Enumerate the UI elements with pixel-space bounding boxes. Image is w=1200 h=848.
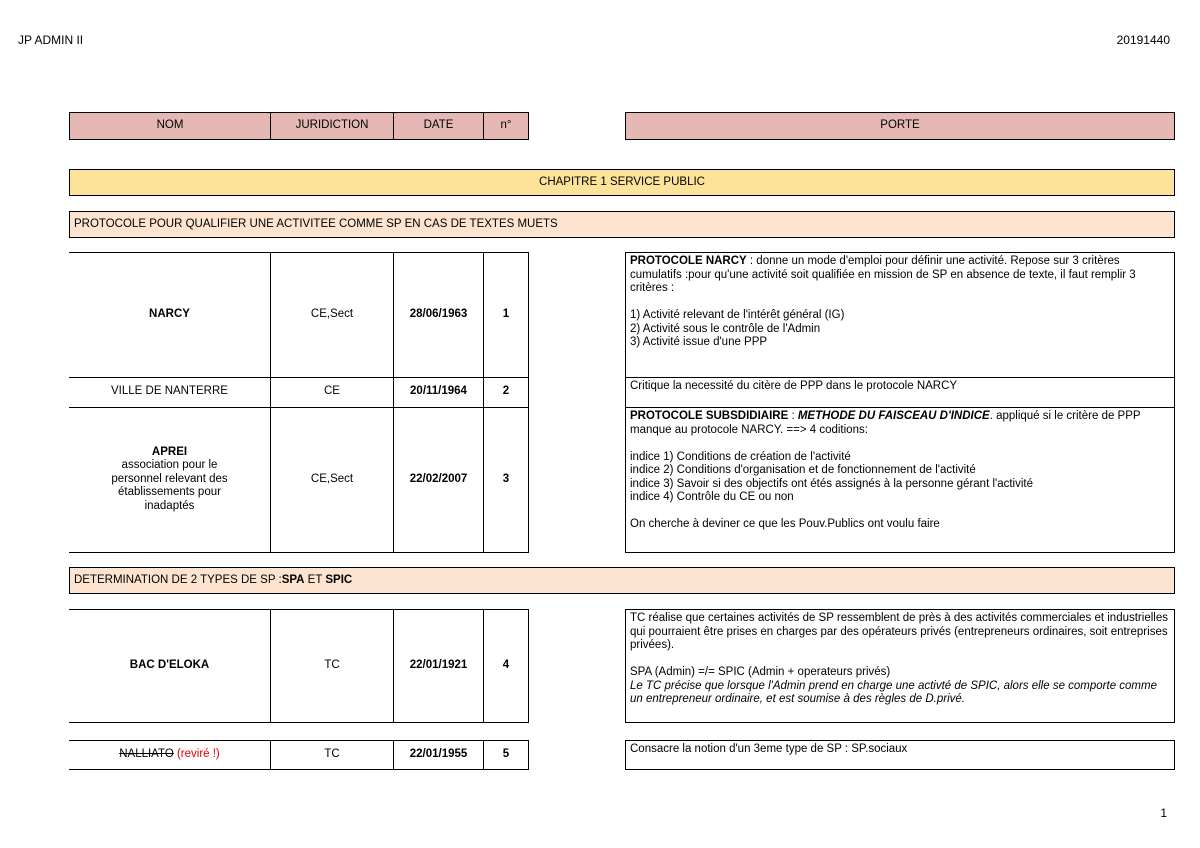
porte-list-item: 2) Activité sous le contrôle de l'Admin [630, 322, 821, 335]
case-name: BAC D'ELOKA [129, 658, 210, 671]
case-number: 5 [502, 747, 510, 760]
case-name: NARCY [149, 307, 190, 320]
case-date: 22/01/1955 [409, 747, 468, 760]
porte-intro: : donne un mode d'emploi pour définir une activité. Repose sur 3 critères cumulatifs :pour qu'une activité soit qualifiée en mission de SP en absence de texte, il faut remplir 3 critères : [630, 255, 1136, 294]
porte-bold-title: PROTOCOLE SUBSDIDIAIRE [630, 410, 789, 422]
section-heading-protocole: PROTOCOLE POUR QUALIFIER UNE ACTIVITEE COMME SP EN CAS DE TEXTES MUETS [69, 211, 1175, 238]
case-name-block [69, 740, 270, 769]
case-juridiction: TC [324, 747, 340, 760]
header-num: n° [483, 112, 529, 140]
case-juridiction: CE [324, 385, 340, 398]
header-porte: PORTE [625, 112, 1175, 140]
case-name: NALLIATO [119, 747, 174, 760]
porte-line: SPA (Admin) =/= SPIC (Admin + operateurs privés) [630, 666, 891, 678]
porte-list-item: indice 3) Savoir si des objectifs ont étés assignés à la personne gérant l'activité [630, 477, 1033, 490]
case-name-block [69, 407, 270, 552]
porte-text: TC réalise que certaines activités de SP ressemblent de près à des activités commerciales et industrielles qui pourraient être prises en charges par des opérateurs privés (entrepreneurs ordinaires, soit entreprises privées). [630, 612, 1168, 651]
case-juridiction: TC [324, 658, 340, 671]
section-heading-spic: SPIC [325, 573, 353, 586]
header-nom: NOM [69, 112, 271, 140]
case-name: VILLE DE NANTERRE [111, 385, 228, 398]
case-juridiction: CE,Sect [310, 307, 354, 320]
chapter-banner: CHAPITRE 1 SERVICE PUBLIC [69, 169, 1175, 196]
porte-list-item: indice 1) Conditions de création de l'activité [630, 450, 851, 463]
document-header-left: JP ADMIN II [18, 33, 84, 47]
section-heading-spa: SPA [281, 573, 305, 586]
case-juridiction: CE,Sect [310, 472, 354, 485]
case-number: 4 [502, 658, 510, 671]
porte-list-item: 3) Activité issue d'une PPP [630, 336, 768, 348]
porte-list-item: 1) Activité relevant de l'intérêt général (IG) [630, 309, 845, 321]
case-note: (reviré !) [173, 747, 220, 760]
case-number: 2 [502, 385, 510, 398]
porte-list-item: indice 4) Contrôle du CE ou non [630, 491, 794, 503]
header-juridiction: JURIDICTION [270, 112, 394, 140]
case-date: 22/02/2007 [409, 472, 468, 485]
case-porte [625, 252, 1175, 378]
case-date: 28/06/1963 [409, 307, 468, 320]
case-porte [625, 407, 1175, 553]
case-name-subtitle: association pour le personnel relevant des établissements pour inadaptés [111, 459, 228, 512]
case-number: 1 [502, 307, 510, 320]
case-porte: Critique la necessité du citère de PPP dans le protocole NARCY [625, 377, 1175, 408]
porte-bold-italic: METHODE DU FAISCEAU D'INDICE [797, 410, 990, 422]
header-date: DATE [393, 112, 484, 140]
case-number: 3 [502, 472, 510, 485]
section-heading-prefix: DETERMINATION DE 2 TYPES DE SP : [74, 573, 282, 586]
section-heading-types [69, 567, 1175, 594]
case-date: 22/01/1921 [409, 658, 468, 671]
porte-separator: : [788, 410, 798, 422]
section-heading-et: ET [304, 573, 326, 586]
case-name: APREI [151, 445, 188, 458]
porte-bold-title: PROTOCOLE NARCY [630, 255, 747, 267]
case-date: 20/11/1964 [410, 385, 467, 398]
page-number: 1 [1160, 806, 1167, 820]
porte-intro: . appliqué si le critère de PPP manque au protocole NARCY. ==> 4 coditions: [630, 410, 1141, 436]
case-porte [625, 609, 1175, 723]
case-porte: Consacre la notion d'un 3eme type de SP : SP.sociaux [625, 740, 1175, 770]
porte-list-item: indice 2) Conditions d'organisation et de fonctionnement de l'activité [630, 464, 976, 476]
porte-outro: On cherche à deviner ce que les Pouv.Publics ont voulu faire [630, 518, 940, 530]
document-header-right: 20191440 [1116, 33, 1170, 47]
porte-italic: Le TC précise que lorsque l'Admin prend en charge une activté de SPIC, alors elle se comporte comme un entrepreneur ordinaire, et est soumise à des règles de D.privé. [630, 679, 1157, 705]
